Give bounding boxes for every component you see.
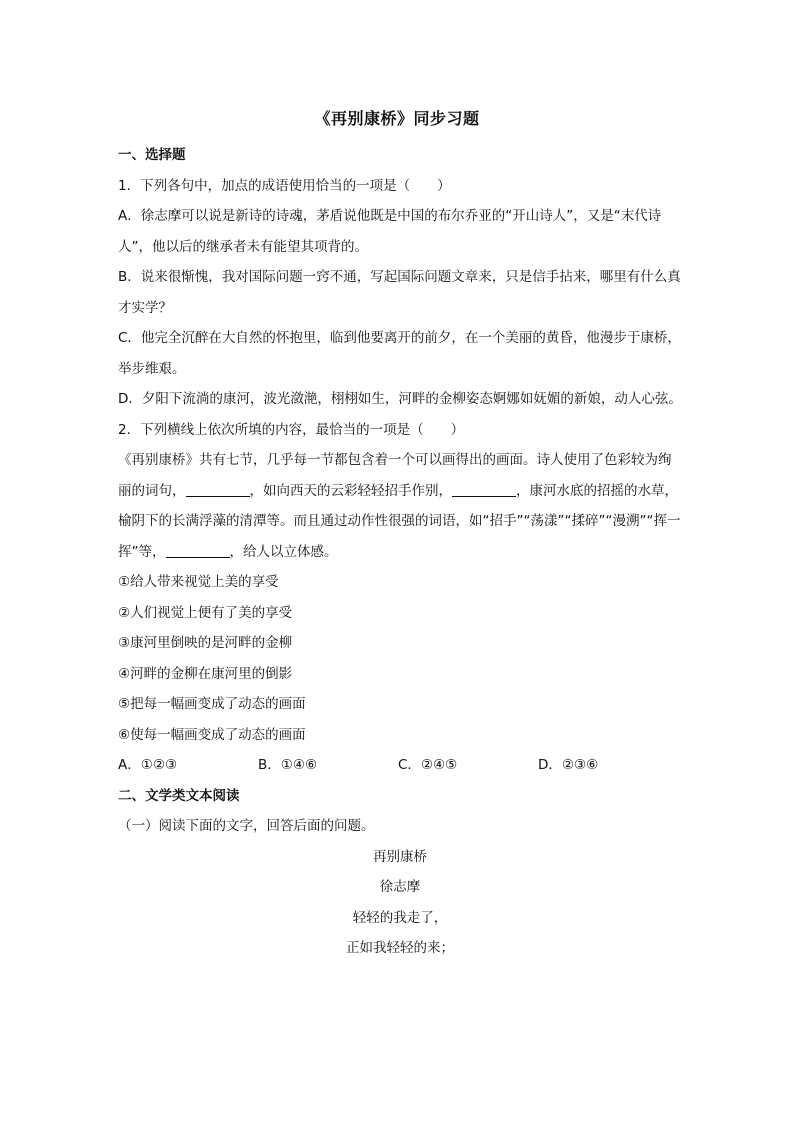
- question-2-item-2: ②人们视觉上便有了美的享受: [118, 604, 293, 621]
- question-2-item-1: ①给人带来视觉上美的享受: [118, 574, 279, 590]
- question-1-option-b: B．说来很惭愧，我对国际问题一窍不通，写起国际问题文章来，只是信手拈来，哪里有什么真才实学？: [118, 269, 681, 316]
- poem-author: 徐志摩: [379, 879, 421, 895]
- blank-line-1: [186, 482, 250, 497]
- choice-c: C．②④⑤: [398, 757, 458, 773]
- passage-part-3: ，康河水底的招摇的水草，榆阴下的长满浮藻的清潭等。而且通过动作性很强的词语，如“招手”“荡漾”“揉碎”“漫溯”“挥一挥”等，: [118, 482, 681, 560]
- blank-line-2: [452, 482, 516, 497]
- blank-line-3: [166, 543, 230, 558]
- choice-d: D．②③⑥: [538, 757, 599, 773]
- page-title: 《再别康桥》同步习题: [314, 109, 480, 128]
- reading-intro: （一）阅读下面的文字，回答后面的问题。: [118, 818, 375, 834]
- question-2-passage: [118, 445, 682, 567]
- question-2-choices: [118, 750, 682, 781]
- section-heading-reading: 二、文学类文本阅读: [118, 787, 240, 804]
- question-2-item-6: ⑥使每一幅画变成了动态的画面: [118, 726, 306, 743]
- poem-title: 再别康桥: [373, 848, 427, 865]
- passage-part-4: ，给人以立体感。: [229, 543, 338, 560]
- passage-part-1: 《再别康桥》共有七节，几乎每一节都包含着一个可以画得出的画面。诗人使用了色彩较为绚丽的词句，: [118, 452, 672, 499]
- question-2-stem: 2．下列横线上依次所填的内容，最恰当的一项是（ ）: [118, 421, 465, 438]
- question-2-item-5: ⑤把每一幅画变成了动态的画面: [118, 696, 306, 712]
- poem-line-1: 轻轻的我走了，: [352, 909, 448, 926]
- question-1-option-a: A．徐志摩可以说是新诗的诗魂，茅盾说他既是中国的布尔乔亚的“开山诗人”，又是“末代诗人”，他以后的继承者未有能望其项背的。: [118, 208, 662, 255]
- question-2-item-4: ④河畔的金柳在康河里的倒影: [118, 665, 293, 682]
- question-1-stem: 1．下列各句中，加点的成语使用恰当的一项是（ ）: [118, 177, 451, 194]
- section-heading-choice: 一、选择题: [118, 147, 186, 163]
- question-2-item-3: ③康河里倒映的是河畔的金柳: [118, 635, 293, 651]
- choice-a: A．①②③: [118, 757, 178, 773]
- passage-part-2: ，如向西天的云彩轻轻招手作别，: [249, 482, 452, 499]
- document-body: [118, 140, 682, 964]
- question-1-option-c: C．他完全沉醉在大自然的怀抱里，临到他要离开的前夕，在一个美丽的黄昏，他漫步于康桥，举步维艰。: [118, 330, 681, 377]
- choice-b: B．①④⑥: [258, 757, 318, 773]
- question-1-option-d: D．夕阳下流淌的康河，波光潋滟，栩栩如生，河畔的金柳姿态婀娜如妩媚的新娘，动人心弦。: [118, 391, 682, 407]
- poem-line-2: 正如我轻轻的来；: [346, 940, 454, 956]
